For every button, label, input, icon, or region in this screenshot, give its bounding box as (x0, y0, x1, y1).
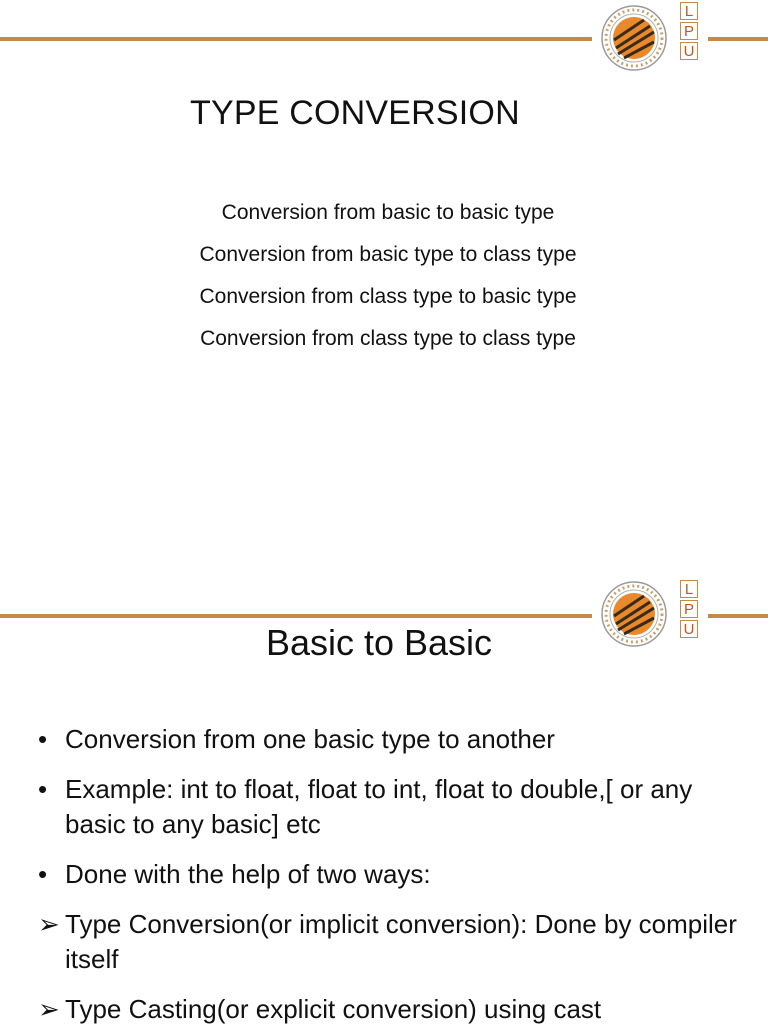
bullet-list (38, 722, 738, 1024)
bullet-marker: ➢ (38, 994, 60, 1024)
list-item (38, 992, 738, 1024)
header-rule-right (708, 614, 768, 618)
slide-basic-to-basic (0, 576, 768, 1024)
list-item: Conversion from class type to basic type (199, 285, 577, 308)
slide-title: TYPE CONVERSION (190, 94, 520, 132)
bullet-marker: ➢ (38, 909, 60, 939)
lpu-letter-p: P (680, 22, 698, 40)
lpu-letter-u: U (680, 620, 698, 638)
header-rule-right (708, 37, 768, 41)
header-rule-left (0, 37, 592, 41)
bullet-marker: • (38, 724, 48, 754)
bullet-text: Example: int to float, float to int, float to double,[ or any basic to any basic] etc (65, 774, 693, 839)
conversion-list (120, 192, 656, 360)
header-rule-left (0, 614, 592, 618)
lpu-university-seal-icon (600, 4, 668, 72)
list-item: Conversion from class type to class type (200, 327, 576, 350)
lpu-letter-u: U (680, 42, 698, 60)
slide-title: Basic to Basic (265, 622, 493, 663)
bullet-marker: • (38, 859, 48, 889)
lpu-letter-p: P (680, 600, 698, 618)
lpu-letter-stack (680, 2, 700, 62)
list-item (38, 772, 738, 842)
list-item (38, 907, 738, 977)
lpu-letter-l: L (680, 2, 698, 20)
list-item (38, 857, 738, 892)
bullet-marker: • (38, 774, 48, 804)
list-item: Conversion from basic to basic type (221, 201, 555, 224)
bullet-text: Type Casting(or explicit conversion) using cast (65, 994, 602, 1024)
bullet-text: Done with the help of two ways: (65, 859, 431, 889)
list-item (38, 722, 738, 757)
lpu-letter-l: L (680, 580, 698, 598)
bullet-text: Type Conversion(or implicit conversion): Done by compiler itself (65, 909, 737, 974)
bullet-text: Conversion from one basic type to another (65, 724, 555, 754)
list-item: Conversion from basic type to class type (199, 243, 577, 266)
